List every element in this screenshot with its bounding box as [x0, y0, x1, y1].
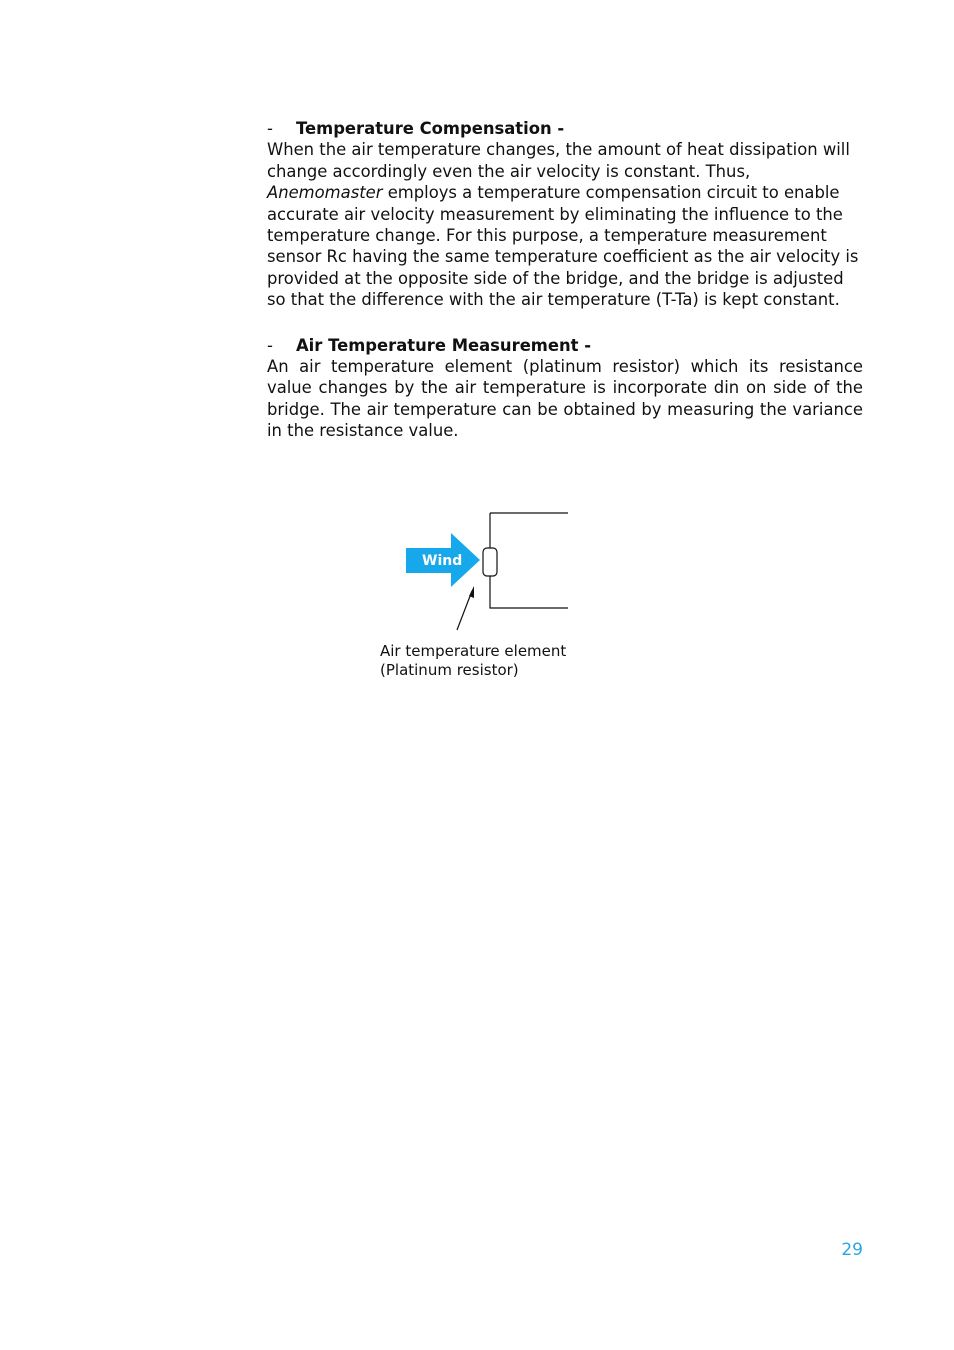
heading-text: Temperature Compensation - — [296, 119, 565, 138]
brand-name: Anemomaster — [267, 183, 383, 203]
pointer-arrowhead — [469, 586, 474, 598]
body-text-start: When the air temperature changes, the amount of heat dissipation will change accordingly even the air velocity is constant. Thus, — [267, 140, 850, 181]
section-body — [267, 139, 863, 310]
caption-line: (Platinum resistor) — [380, 661, 519, 679]
section-heading — [267, 335, 863, 356]
diagram-caption — [380, 642, 566, 680]
bullet-dash: - — [267, 119, 273, 138]
page-content — [267, 118, 863, 442]
caption-line: Air temperature element — [380, 642, 567, 660]
heading-text: Air Temperature Measurement - — [296, 335, 592, 355]
section-body: An air temperature element (platinum resistor) which its resistance value changes by the air temperature is incorporate din on side of the bridge. The air temperature can be obtained by measuring the variance in the resistance value. — [267, 357, 863, 441]
platinum-resistor — [483, 548, 497, 576]
circuit-wire-top — [490, 513, 568, 548]
wind-label: Wind — [422, 553, 463, 569]
body-text-end: employs a temperature compensation circuit to enable accurate air velocity measurement by eliminating the influence to the temperature change. For this purpose, a temperature measurement sensor Rc having the same temperature coefficient as the air velocity is provided at the opposite side of the bridge, and the bridge is adjusted so that the difference with the air temperature (T-Ta) is kept constant. — [267, 183, 859, 310]
circuit-wire-bottom — [490, 576, 568, 608]
pointer-arrow — [457, 591, 472, 630]
page-number: 29 — [841, 1240, 863, 1260]
section-temperature-compensation — [267, 118, 863, 311]
section-air-temperature-measurement — [267, 335, 863, 442]
bullet-dash: - — [267, 335, 273, 355]
section-heading — [267, 118, 863, 139]
